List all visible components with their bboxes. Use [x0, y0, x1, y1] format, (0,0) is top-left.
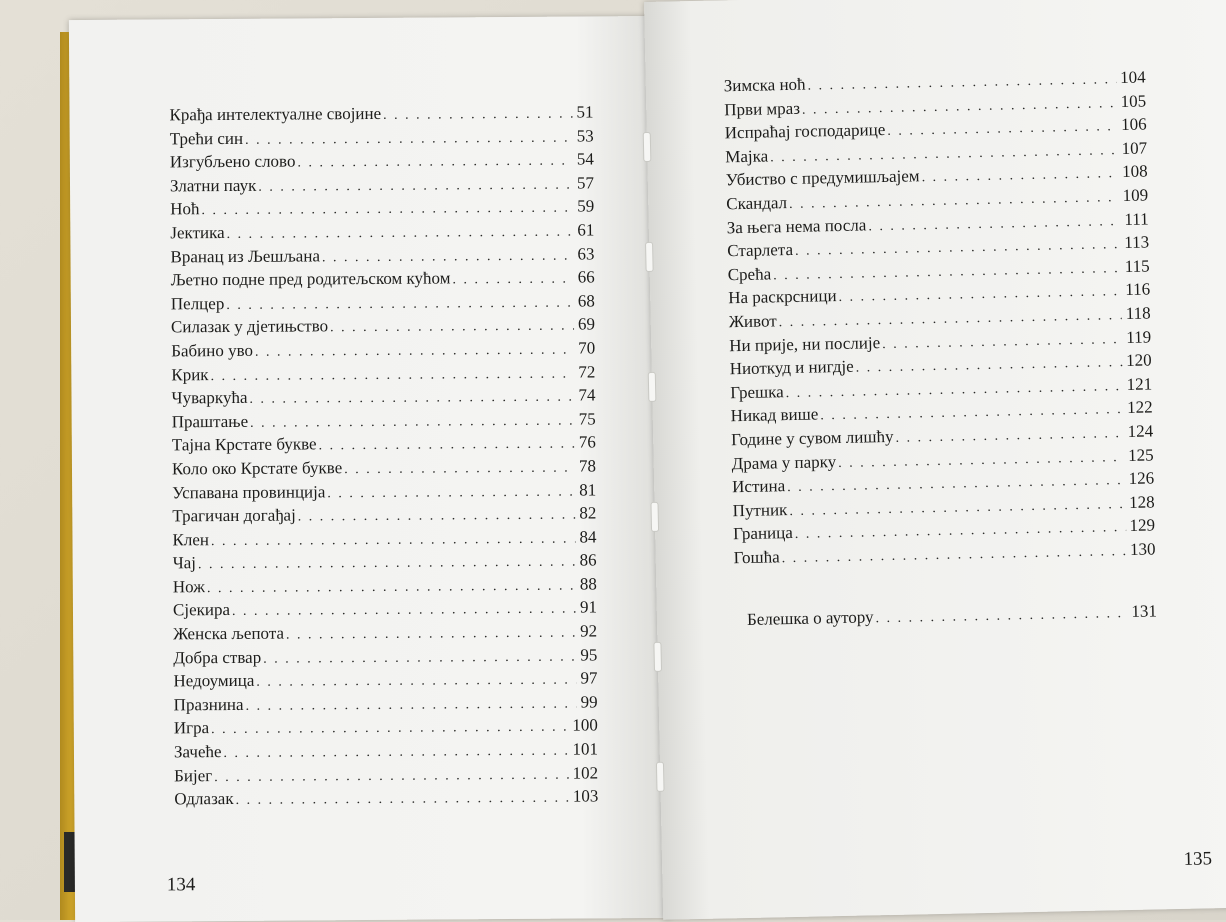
- toc-entry-page: 124: [1127, 421, 1154, 441]
- toc-entry-title: Игра: [173, 718, 210, 738]
- toc-entry-page: 102: [572, 763, 599, 783]
- page-number-right: 135: [1183, 848, 1213, 870]
- toc-leader-dots: [330, 319, 574, 337]
- toc-entry-title: Први мраз: [724, 98, 801, 119]
- toc-entry-page: 57: [576, 173, 595, 193]
- toc-entry-page: 99: [580, 692, 598, 712]
- toc-entry-title: Нож: [172, 577, 205, 597]
- toc-entry-page: 107: [1121, 138, 1148, 158]
- toc-leader-dots: [198, 555, 576, 574]
- toc-entry-page: 91: [579, 597, 598, 618]
- toc-leader-dots: [856, 355, 1123, 377]
- toc-leader-dots: [211, 720, 568, 738]
- toc-entry-title: Испраћај господарице: [724, 120, 886, 143]
- toc-list-left: [169, 102, 598, 813]
- toc-entry: [170, 150, 594, 177]
- toc-entry-title: Бабино уво: [171, 340, 254, 361]
- toc-entry-page: 109: [1122, 185, 1149, 205]
- toc-entry-title: Скандал: [726, 193, 788, 214]
- toc-leader-dots: [245, 696, 576, 714]
- toc-leader-dots: [236, 791, 569, 809]
- toc-leader-dots: [256, 673, 576, 691]
- toc-leader-dots: [249, 390, 574, 408]
- toc-entry-title: Убиство с предумишљајем: [725, 166, 920, 190]
- toc-entry-title: Силазак у дјетињство: [170, 316, 329, 337]
- toc-entry-title: Добра ствар: [173, 647, 262, 668]
- toc-entry: [171, 291, 595, 318]
- toc-leader-dots: [782, 544, 1127, 567]
- toc-entry: [173, 574, 597, 601]
- toc-leader-dots: [207, 578, 576, 597]
- toc-entry-page: 113: [1124, 232, 1150, 253]
- toc-entry: [173, 598, 597, 625]
- toc-entry-title: Клен: [172, 529, 210, 550]
- toc-entry-title: Гошћа: [733, 547, 780, 568]
- toc-entry-title: Никад више: [730, 404, 819, 426]
- toc-leader-dots: [795, 237, 1121, 260]
- toc-leader-dots: [838, 284, 1121, 306]
- toc-leader-dots: [250, 413, 575, 431]
- binding-stitch: [653, 642, 662, 672]
- toc-entry-title: Срећа: [727, 264, 772, 285]
- toc-entry: [171, 386, 595, 413]
- toc-entry: [170, 197, 594, 224]
- toc-leader-dots: [789, 190, 1119, 213]
- toc-entry: [170, 220, 594, 247]
- toc-leader-dots: [327, 484, 575, 502]
- toc-leader-dots: [201, 201, 573, 220]
- toc-entry-title: Зачеће: [173, 742, 222, 762]
- toc-entry-page: 84: [579, 527, 597, 547]
- toc-leader-dots: [297, 154, 573, 172]
- toc-entry-page: 92: [580, 621, 598, 641]
- toc-entry: [172, 480, 596, 507]
- toc-entry-page: 116: [1125, 279, 1151, 300]
- toc-leader-dots: [223, 744, 568, 762]
- binding-stitch: [643, 132, 652, 162]
- toc-leader-dots: [868, 214, 1120, 235]
- toc-entry: [169, 102, 593, 129]
- toc-entry-page: 120: [1125, 350, 1152, 371]
- toc-entry-page: 119: [1126, 326, 1152, 347]
- toc-entry: [173, 621, 597, 648]
- toc-entry: [174, 739, 598, 766]
- toc-leader-dots: [211, 531, 576, 550]
- toc-entry: [170, 173, 594, 200]
- toc-entry: [172, 433, 596, 460]
- toc-entry-title: Ни прије, ни послије: [729, 332, 881, 355]
- toc-entry-title: Старлета: [727, 240, 794, 261]
- toc-entry: [174, 716, 598, 743]
- toc-entry-title: Белешка о аутору: [746, 607, 874, 629]
- toc-entry: [172, 456, 596, 483]
- toc-note: [747, 601, 1157, 633]
- toc-leader-dots: [319, 437, 575, 455]
- toc-entry-title: Године у сувом лишћу: [730, 426, 894, 450]
- toc-leader-dots: [895, 426, 1123, 447]
- toc-leader-dots: [807, 72, 1116, 94]
- toc-entry: [174, 787, 598, 814]
- binding-stitch: [656, 762, 665, 792]
- toc-leader-dots: [787, 473, 1125, 496]
- toc-entry-title: Крик: [171, 364, 209, 384]
- toc-entry-author-note: [747, 601, 1157, 633]
- toc-entry: [170, 126, 594, 153]
- toc-leader-dots: [786, 379, 1123, 402]
- toc-entry-page: 101: [572, 739, 599, 759]
- left-page: [69, 16, 671, 922]
- toc-entry-title: Зимска ноћ: [723, 74, 806, 96]
- toc-entry-page: 81: [579, 479, 597, 500]
- toc-entry-title: Пелцер: [170, 293, 225, 314]
- toc-leader-dots: [258, 177, 573, 195]
- toc-leader-dots: [245, 130, 573, 148]
- toc-entry-page: 131: [1131, 601, 1158, 621]
- toc-entry-title: Путник: [732, 499, 788, 520]
- toc-leader-dots: [383, 107, 572, 124]
- toc-entry-title: Чуваркућа: [171, 387, 248, 408]
- binding-stitch: [648, 372, 657, 402]
- toc-entry-page: 118: [1125, 303, 1151, 323]
- toc-entry: [172, 527, 596, 554]
- toc-entry-page: 66: [577, 267, 595, 287]
- toc-entry-page: 105: [1120, 91, 1147, 111]
- binding-stitch: [645, 242, 654, 272]
- toc-leader-dots: [802, 96, 1117, 119]
- toc-entry-page: 53: [576, 126, 594, 146]
- toc-entry-page: 106: [1120, 114, 1147, 135]
- toc-entry-page: 97: [580, 668, 598, 688]
- toc-entry-page: 130: [1129, 539, 1156, 559]
- toc-entry-title: Одлазак: [174, 789, 234, 809]
- toc-leader-dots: [322, 248, 574, 266]
- toc-entry: [173, 551, 597, 578]
- toc-entry-page: 70: [578, 338, 596, 358]
- toc-entry-title: Тајна Крстате букве: [171, 434, 317, 455]
- toc-leader-dots: [263, 649, 576, 667]
- toc-entry-title: Празнина: [173, 694, 244, 715]
- toc-entry-title: Бијег: [174, 765, 213, 785]
- toc-leader-dots: [255, 343, 574, 361]
- toc-entry-page: 68: [577, 291, 595, 311]
- toc-entry-title: Драма у парку: [731, 451, 837, 473]
- toc-entry-title: Вранац из Љешљана: [170, 245, 321, 266]
- toc-entry-title: Крађа интелектуалне својине: [169, 103, 382, 125]
- toc-entry-page: 115: [1124, 256, 1150, 276]
- page-number-left: 134: [166, 874, 196, 896]
- toc-leader-dots: [921, 166, 1118, 186]
- toc-entry: [174, 692, 598, 719]
- toc-leader-dots: [214, 767, 568, 785]
- toc-leader-dots: [789, 497, 1125, 520]
- toc-entry: [171, 315, 595, 342]
- toc-entry: [171, 362, 595, 389]
- toc-entry-page: 111: [1124, 209, 1149, 229]
- toc-leader-dots: [452, 272, 573, 289]
- toc-entry-title: Граница: [732, 523, 794, 544]
- toc-entry-title: Сјекира: [172, 600, 231, 620]
- toc-entry-title: Трећи син: [169, 128, 244, 148]
- toc-entry-title: Праштање: [171, 411, 249, 432]
- toc-entry: [174, 763, 598, 790]
- toc-leader-dots: [344, 460, 575, 478]
- toc-entry-title: Живот: [728, 311, 777, 332]
- toc-entry-page: 126: [1128, 468, 1155, 489]
- toc-leader-dots: [795, 520, 1126, 543]
- toc-entry: [173, 669, 597, 696]
- toc-entry-page: 82: [579, 503, 597, 523]
- toc-leader-dots: [875, 606, 1127, 627]
- toc-entry-page: 95: [580, 645, 598, 665]
- toc-leader-dots: [838, 450, 1124, 472]
- toc-leader-dots: [298, 508, 576, 526]
- toc-entry-title: Љетно подне пред родитељском кућом: [170, 268, 451, 290]
- toc-entry-page: 69: [577, 314, 596, 334]
- toc-entry: [172, 409, 596, 436]
- toc-entry-title: Мајка: [725, 146, 769, 167]
- toc-entry-title: Недоумица: [173, 671, 255, 691]
- toc-entry: [172, 504, 596, 531]
- toc-entry: [170, 244, 594, 271]
- toc-entry: [171, 268, 595, 295]
- toc-entry-title: Успавана провинција: [172, 481, 326, 502]
- toc-entry-title: Коло око Крстате букве: [171, 458, 343, 479]
- toc-leader-dots: [227, 225, 574, 243]
- toc-entry-page: 78: [578, 456, 597, 476]
- toc-leader-dots: [286, 626, 576, 644]
- toc-entry-page: 121: [1126, 374, 1153, 394]
- toc-entry-page: 75: [578, 409, 596, 429]
- toc-entry-page: 54: [576, 149, 594, 169]
- toc-entry-page: 61: [577, 220, 595, 240]
- toc-entry-page: 86: [579, 550, 597, 570]
- toc-entry: [173, 645, 597, 672]
- toc-entry-page: 88: [579, 574, 597, 594]
- toc-entry-title: Изгубљено слово: [169, 151, 296, 172]
- toc-entry-page: 122: [1126, 397, 1153, 418]
- toc-entry-page: 100: [572, 715, 598, 736]
- toc-entry: [171, 338, 595, 365]
- toc-entry-title: Трагичан догађај: [172, 505, 296, 526]
- toc-entry-title: На раскрсници: [728, 286, 837, 308]
- toc-entry-page: 103: [572, 786, 599, 806]
- toc-entry-page: 72: [578, 361, 596, 382]
- toc-entry-title: Чај: [172, 553, 197, 573]
- toc-list-right: [724, 68, 1156, 572]
- toc-leader-dots: [887, 119, 1117, 140]
- toc-entry-title: Ноћ: [170, 199, 200, 219]
- toc-entry-title: Ниоткуд и нигдје: [729, 356, 854, 379]
- toc-entry-title: Грешка: [729, 381, 784, 402]
- toc-entry-page: 128: [1128, 492, 1155, 512]
- toc-entry-page: 108: [1121, 161, 1148, 182]
- toc-leader-dots: [226, 295, 574, 313]
- toc-entry-page: 104: [1119, 67, 1146, 88]
- toc-entry-page: 74: [578, 385, 596, 405]
- toc-leader-dots: [882, 332, 1122, 353]
- toc-entry-title: Женска љепота: [173, 623, 285, 644]
- toc-entry-page: 51: [576, 102, 594, 122]
- toc-entry-page: 125: [1127, 444, 1154, 465]
- toc-entry-page: 76: [578, 432, 596, 452]
- toc-leader-dots: [210, 366, 574, 385]
- toc-entry-title: Јектика: [170, 222, 225, 243]
- toc-leader-dots: [820, 402, 1123, 424]
- toc-entry-page: 63: [577, 243, 595, 264]
- binding-stitch: [650, 502, 659, 532]
- toc-leader-dots: [232, 602, 576, 620]
- toc-entry-page: 129: [1129, 515, 1156, 536]
- toc-entry-title: Истина: [731, 476, 786, 497]
- toc-entry-page: 59: [577, 196, 595, 216]
- right-page: [644, 0, 1226, 920]
- toc-entry-title: За њега нема посла: [726, 214, 867, 237]
- toc-entry-title: Златни паук: [169, 175, 257, 196]
